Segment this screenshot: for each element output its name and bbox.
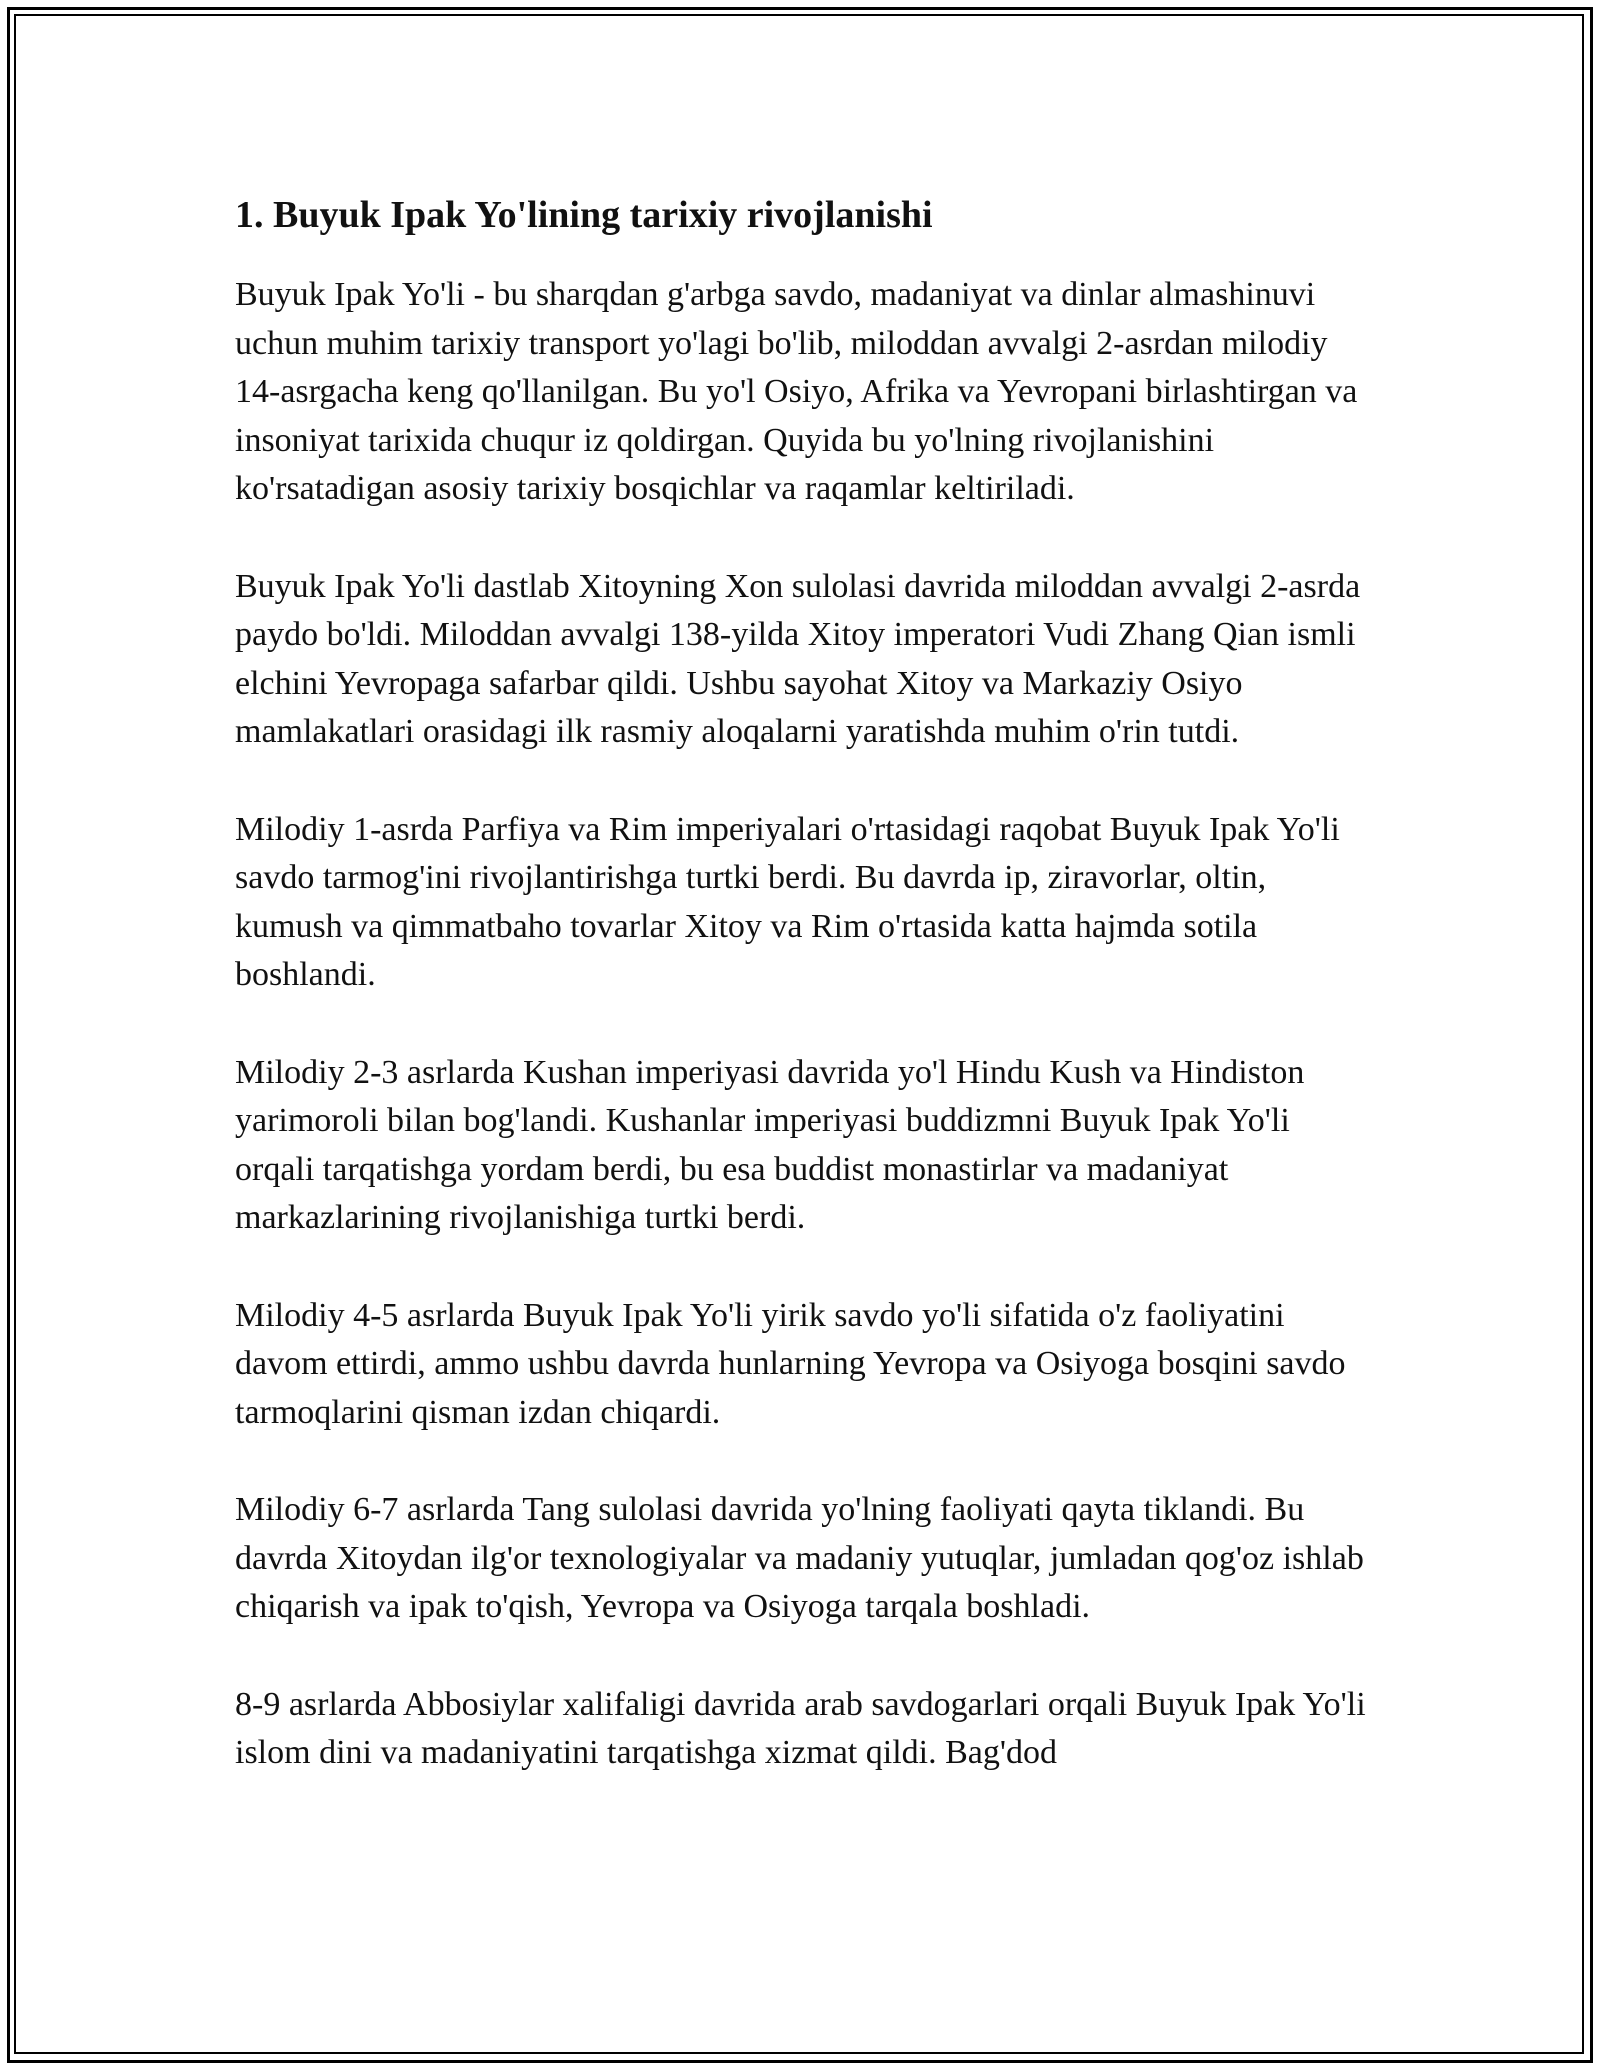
paragraph-parthia-rome: Milodiy 1-asrda Parfiya va Rim imperiyalari o'rtasidagi raqobat Buyuk Ipak Yo'li savdo tarmog'ini rivojlantirishga turtki berdi. Bu davrda ip, ziravorlar, oltin, kumush va qimmatbaho tovarlar Xitoy va Rim o'rtasida katta hajmda sotila boshlandi. [235,810,1340,993]
paragraph-kushan: Milodiy 2-3 asrlarda Kushan imperiyasi davrida yo'l Hindu Kush va Hindiston yarimoroli bilan bog'landi. Kushanlar imperiyasi buddizmni Buyuk Ipak Yo'li orqali tarqatishga yordam berdi, bu esa buddist monastirlar va madaniyat markazlarining rivojlanishiga turtki berdi. [235,1053,1305,1236]
document-body [235,185,1375,1827]
paragraph-tang: Milodiy 6-7 asrlarda Tang sulolasi davrida yo'lning faoliyati qayta tiklandi. Bu davrda Xitoydan ilg'or texnologiyalar va madaniy yutuqlar, jumladan qog'oz ishlab chiqarish va ipak to'qish, Yevropa va Osiyoga tarqala boshladi. [235,1491,1364,1625]
paragraph-huns: Milodiy 4-5 asrlarda Buyuk Ipak Yo'li yirik savdo yo'li sifatida o'z faoliyatini davom ettirdi, ammo ushbu davrda hunlarning Yevropa va Osiyoga bosqini savdo tarmoqlarini qisman izdan chiqardi. [235,1296,1346,1431]
paragraph-han-dynasty: Buyuk Ipak Yo'li dastlab Xitoyning Xon sulolasi davrida miloddan avvalgi 2-asrda paydo bo'ldi. Miloddan avvalgi 138-yilda Xitoy imperatori Vudi Zhang Qian ismli elchini Yevropaga safarbar qildi. Ushbu sayohat Xitoy va Markaziy Osiyo mamlakatlari orasidagi ilk rasmiy aloqalarni yaratishda muhim o'rin tutdi. [235,567,1361,750]
paragraph-intro: Buyuk Ipak Yo'li - bu sharqdan g'arbga savdo, madaniyat va dinlar almashinuvi uchun muhim tarixiy transport yo'lagi bo'lib, miloddan avvalgi 2-asrdan milodiy 14-asrgacha keng qo'llanilgan. Bu yo'l Osiyo, Afrika va Yevropani birlashtirgan va insoniyat tarixida chuqur iz qoldirgan. Quyida bu yo'lning rivojlanishini ko'rsatadigan asosiy tarixiy bosqichlar va raqamlar keltiriladi. [235,276,1358,507]
paragraph-abbasid: 8-9 asrlarda Abbosiylar xalifaligi davrida arab savdogarlari orqali Buyuk Ipak Yo'li islom dini va madaniyatini tarqatishga xizmat qildi. Bag'dod [235,1685,1366,1771]
section-heading: 1. Buyuk Ipak Yo'lining tarixiy rivojlanishi [235,194,933,236]
